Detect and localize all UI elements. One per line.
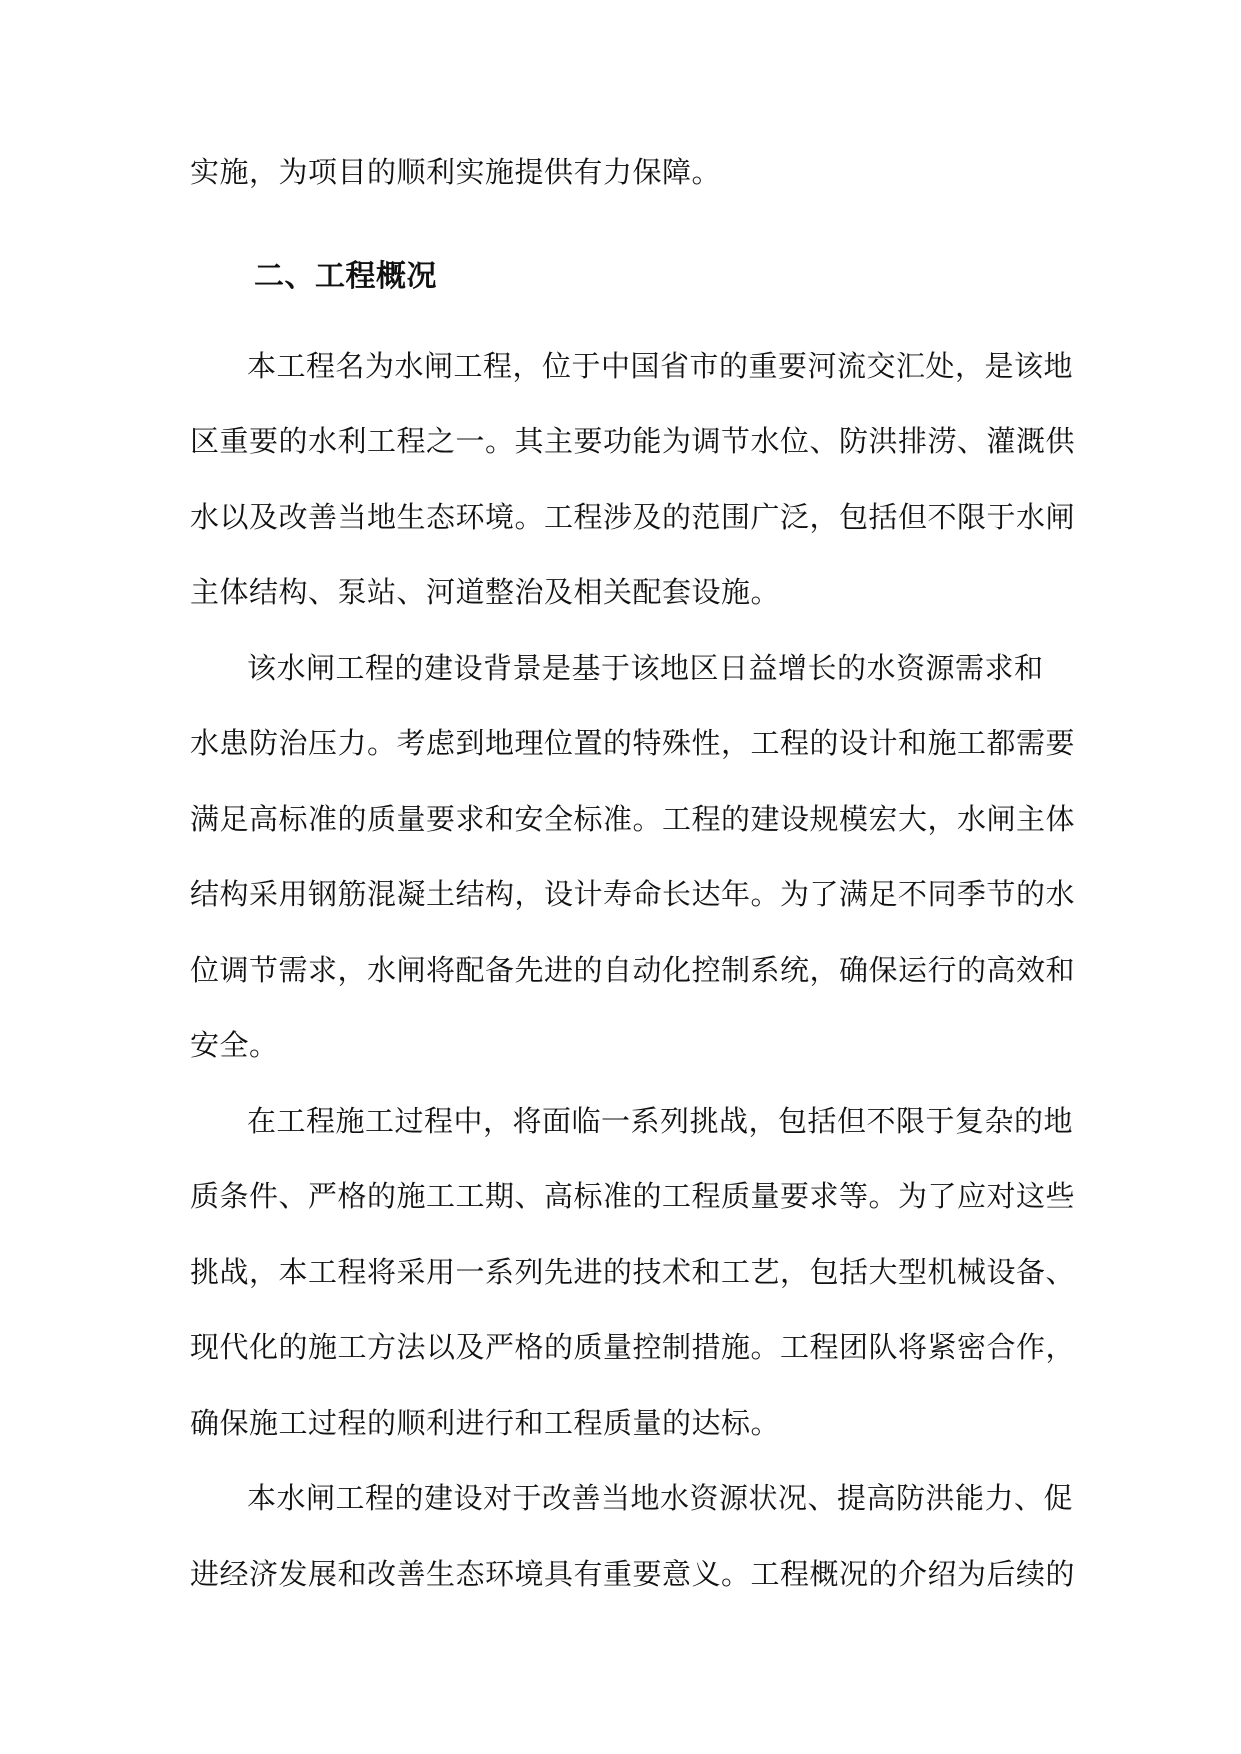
text-line-12: 在工程施工过程中，将面临一系列挑战，包括但不限于复杂的地: [247, 1104, 1074, 1138]
text-line-6: 该水闸工程的建设背景是基于该地区日益增长的水资源需求和: [247, 651, 1044, 685]
text-line-9: 结构采用钢筋混凝土结构，设计寿命长达年。为了满足不同季节的水: [190, 877, 1076, 911]
text-line-11: 安全。: [190, 1028, 279, 1062]
text-line-16: 确保施工过程的顺利进行和工程质量的达标。: [190, 1406, 781, 1440]
text-line-1: 实施，为项目的顺利实施提供有力保障。: [190, 155, 722, 189]
section-heading: 二、工程概况: [254, 259, 437, 294]
text-line-14: 挑战，本工程将采用一系列先进的技术和工艺，包括大型机械设备、: [190, 1255, 1076, 1289]
text-line-10: 位调节需求，水闸将配备先进的自动化控制系统，确保运行的高效和: [190, 953, 1076, 987]
text-line-7: 水患防治压力。考虑到地理位置的特殊性，工程的设计和施工都需要: [190, 726, 1076, 760]
text-line-5: 主体结构、泵站、河道整治及相关配套设施。: [190, 575, 781, 609]
text-line-13: 质条件、严格的施工工期、高标准的工程质量要求等。为了应对这些: [190, 1179, 1076, 1213]
text-line-18: 进经济发展和改善生态环境具有重要意义。工程概况的介绍为后续的: [190, 1557, 1076, 1591]
text-line-8: 满足高标准的质量要求和安全标准。工程的建设规模宏大，水闸主体: [190, 802, 1076, 836]
text-line-3: 区重要的水利工程之一。其主要功能为调节水位、防洪排涝、灌溉供: [190, 424, 1076, 458]
text-line-15: 现代化的施工方法以及严格的质量控制措施。工程团队将紧密合作，: [190, 1330, 1076, 1364]
text-line-4: 水以及改善当地生态环境。工程涉及的范围广泛，包括但不限于水闸: [190, 500, 1076, 534]
text-line-17: 本水闸工程的建设对于改善当地水资源状况、提高防洪能力、促: [247, 1481, 1074, 1515]
text-line-2: 本工程名为水闸工程，位于中国省市的重要河流交汇处，是该地: [247, 349, 1074, 383]
